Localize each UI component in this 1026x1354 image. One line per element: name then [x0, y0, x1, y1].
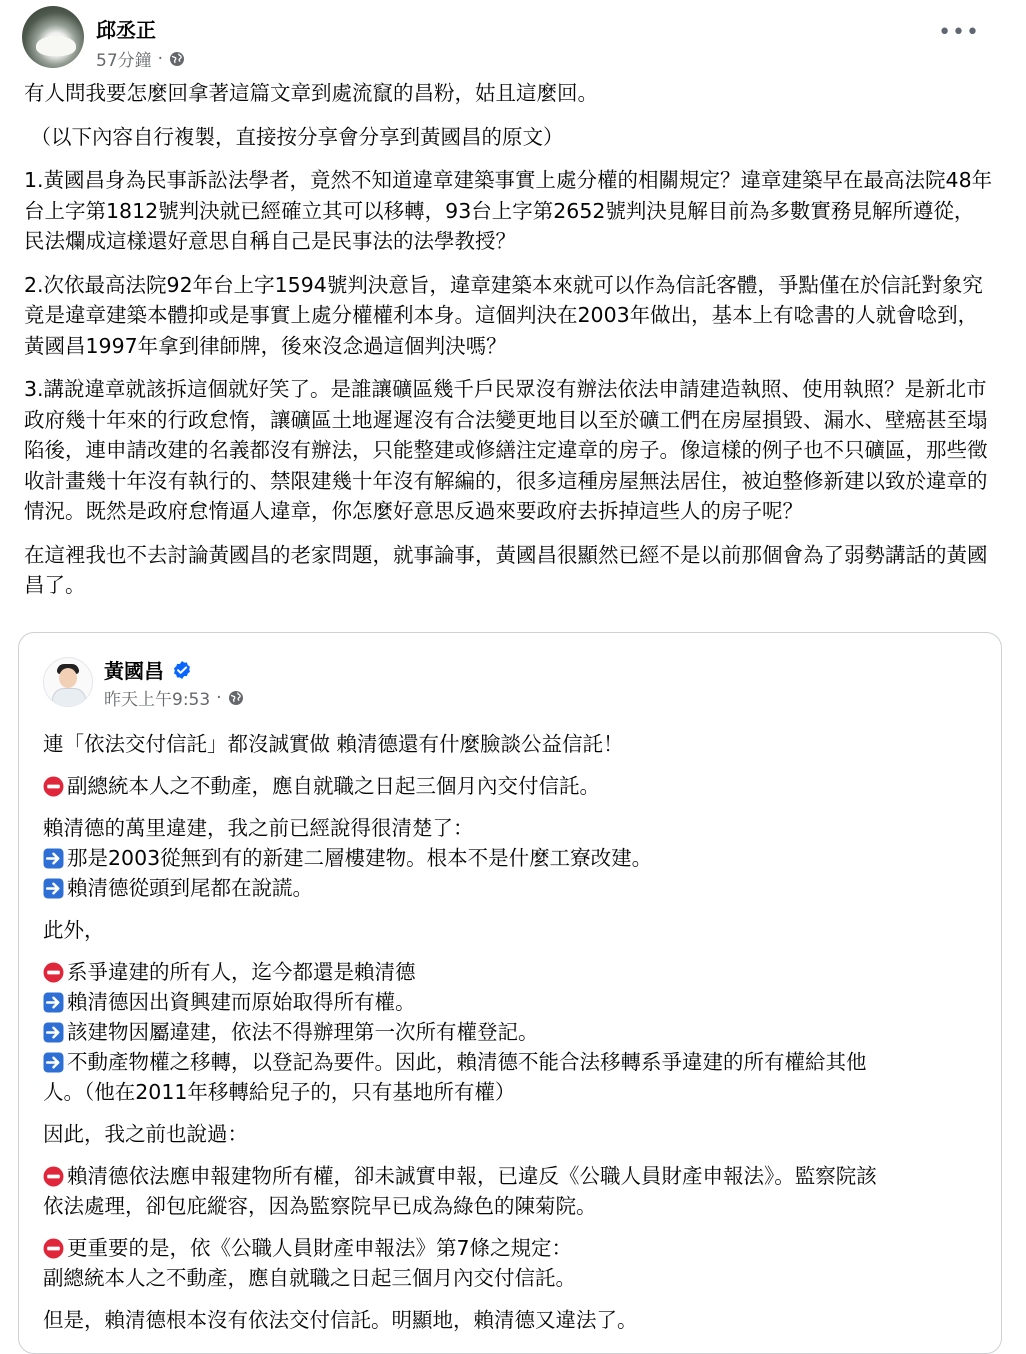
- shared-paragraph: [43, 957, 983, 1107]
- shared-paragraph: [43, 813, 983, 903]
- author-avatar[interactable]: [22, 6, 84, 68]
- post-header: [22, 6, 1006, 71]
- shared-text: 賴清德依法應申報建物所有權，卻未誠實申報，已違反《公職人員財產申報法》。監察院該: [67, 1164, 877, 1188]
- globe-icon: [228, 690, 244, 706]
- post-body: [24, 78, 994, 614]
- post-time[interactable]: 57分鐘: [96, 51, 152, 71]
- shared-text: 副總統本人之不動產，應自就職之日起三個月內交付信託。: [43, 1266, 576, 1290]
- post-meta: [96, 46, 185, 71]
- shared-paragraph: 此外，: [43, 918, 105, 942]
- post-paragraph: 1.黃國昌身為民事訴訟法學者，竟然不知道違章建築事實上處分權的相關規定？違章建築早在最高法院48年台上字第1812號判決就已經確立其可以移轉，93台上字第2652號判決見解目前為多數實務見解所遵從，民法爛成這樣還好意思自稱自己是民事法的法學教授？: [24, 168, 993, 253]
- shared-headline: 連「依法交付信託」都沒誠實做 賴清德還有什麼臉談公益信託！: [43, 732, 624, 756]
- right-arrow-emoji: [43, 878, 64, 899]
- shared-post-meta: [104, 685, 244, 710]
- verified-badge-icon: [172, 660, 192, 680]
- post-paragraph: （以下內容自行複製，直接按分享會分享到黃國昌的原文）: [24, 124, 564, 149]
- globe-icon: [169, 51, 185, 67]
- shared-post-body: [43, 729, 983, 1347]
- right-arrow-emoji: [43, 992, 64, 1013]
- shared-author-name-row: [104, 655, 192, 684]
- post-paragraph: 3.講說違章就該拆這個就好笑了。是誰讓礦區幾千戶民眾沒有辦法依法申請建造執照、使用執照？是新北市政府幾十年來的行政怠惰，讓礦區土地遲遲沒有合法變更地目以至於礦工們在房屋損毀、漏水、壁癌甚至塌陷後，連申請改建的名義都沒有辦法，只能整建或修繕注定違章的房子。像這樣的例子也不只礦區，那些徵收計畫幾十年沒有執行的、禁限建幾十年沒有解編的，很多這種房屋無法居住，被迫整修新建以致於違章的情況。既然是政府怠惰逼人違章，你怎麼好意思反過來要政府去拆掉這些人的房子呢？: [24, 377, 988, 523]
- right-arrow-emoji: [43, 1052, 64, 1073]
- no-entry-emoji: [43, 776, 64, 797]
- shared-text: 賴清德從頭到尾都在說謊。: [67, 876, 313, 900]
- shared-text: 系爭違建的所有人，迄今都還是賴清德: [67, 960, 416, 984]
- shared-paragraph: 因此，我之前也說過：: [43, 1122, 248, 1146]
- shared-paragraph: [43, 1161, 983, 1221]
- shared-text: 更重要的是，依《公職人員財產申報法》第7條之規定：: [67, 1236, 573, 1260]
- shared-text: 那是2003從無到有的新建二層樓建物。根本不是什麼工寮改建。: [67, 846, 653, 870]
- shared-text: 賴清德的萬里違建，我之前已經說得很清楚了：: [43, 816, 474, 840]
- shared-paragraph: 但是，賴清德根本沒有依法交付信託。明顯地，賴清德又違法了。: [43, 1308, 638, 1332]
- shared-text: 賴清德因出資興建而原始取得所有權。: [67, 990, 416, 1014]
- right-arrow-emoji: [43, 1022, 64, 1043]
- post-paragraph: 有人問我要怎麼回拿著這篇文章到處流竄的昌粉，姑且這麼回。: [24, 81, 598, 105]
- shared-text: 副總統本人之不動產，應自就職之日起三個月內交付信託。: [67, 774, 600, 798]
- meta-separator: ·: [157, 48, 164, 69]
- shared-author-avatar[interactable]: [43, 657, 93, 707]
- shared-text: 人。（他在2011年移轉給兒子的，只有基地所有權）: [43, 1080, 516, 1104]
- shared-text: 依法處理，卻包庇縱容，因為監察院早已成為綠色的陳菊院。: [43, 1194, 597, 1218]
- more-options-button[interactable]: •••: [938, 20, 980, 45]
- shared-post-card[interactable]: [18, 632, 1002, 1354]
- meta-separator: ·: [216, 687, 222, 708]
- right-arrow-emoji: [43, 848, 64, 869]
- shared-author-name[interactable]: 黃國昌: [104, 659, 164, 683]
- no-entry-emoji: [43, 1238, 64, 1259]
- author-name[interactable]: 邱丞正: [96, 18, 156, 42]
- shared-paragraph: [43, 771, 983, 801]
- no-entry-emoji: [43, 1166, 64, 1187]
- post-paragraph: 2.次依最高法院92年台上字1594號判決意旨，違章建築本來就可以作為信託客體，爭點僅在於信託對象究竟是違章建築本體抑或是事實上處分權權利本身。這個判決在2003年做出，基本上有唸書的人就會唸到，黃國昌1997年拿到律師牌，後來沒念過這個判決嗎？: [24, 272, 983, 358]
- shared-post-time[interactable]: 昨天上午9:53: [104, 690, 211, 710]
- no-entry-emoji: [43, 962, 64, 983]
- shared-paragraph: [43, 1233, 983, 1293]
- shared-text: 該建物因屬違建，依法不得辦理第一次所有權登記。: [67, 1020, 539, 1044]
- shared-text: 不動產物權之移轉，以登記為要件。因此，賴清德不能合法移轉系爭違建的所有權給其他: [67, 1050, 867, 1074]
- post-paragraph: 在這裡我也不去討論黃國昌的老家問題，就事論事，黃國昌很顯然已經不是以前那個會為了弱勢講話的黃國昌了。: [24, 542, 988, 597]
